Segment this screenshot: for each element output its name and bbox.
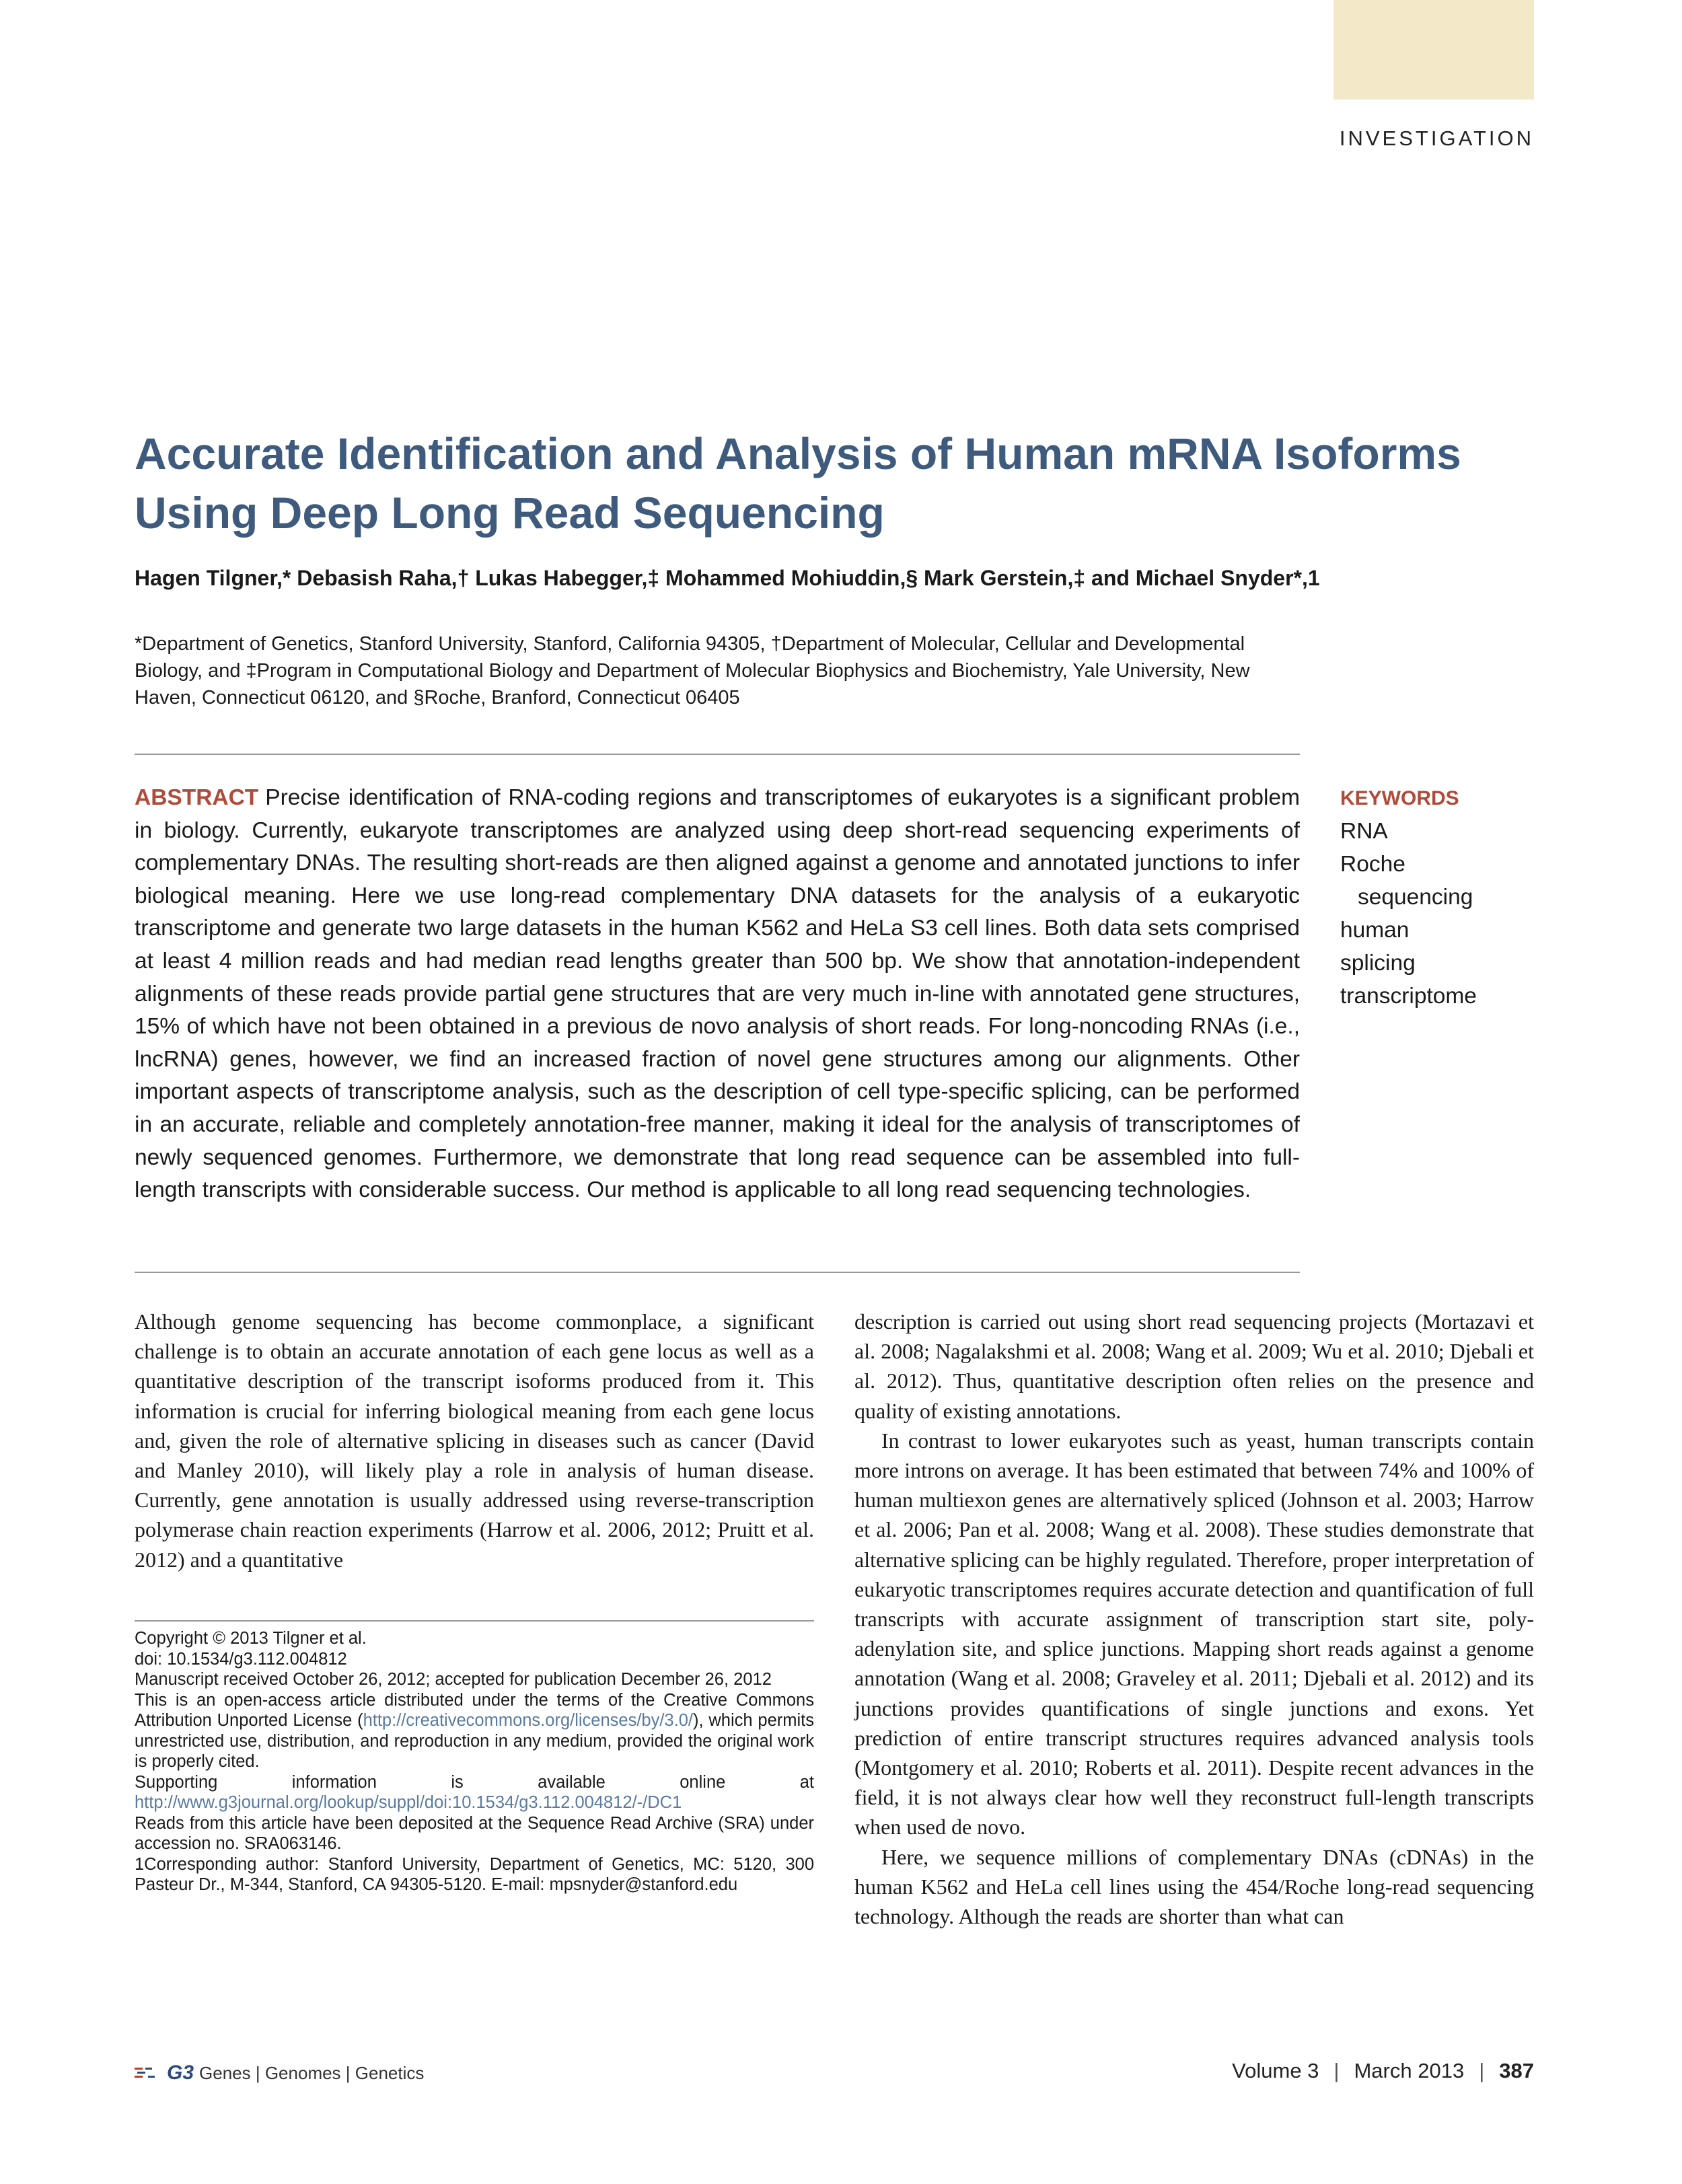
keyword-item: transcriptome — [1340, 984, 1477, 1009]
affiliations: *Department of Genetics, Stanford University, Stanford, California 94305, †Department of Molecular, Cellular and Developmental Biology, and ‡Program in Computational Biology and Department of Molecular Biophysics and Biochemistry, Yale University, New Haven, Connecticut 06120, and §Roche, Branford, Connecticut 06405 — [135, 633, 1250, 708]
copyright-note: Copyright © 2013 Tilgner et al. — [135, 1629, 367, 1648]
author-list: Hagen Tilgner,* Debasish Raha,† Lukas Habegger,‡ Mohammed Mohiuddin,§ Mark Gerstein,‡ and Michael Snyder*,1 — [135, 566, 1320, 590]
abstract-label: ABSTRACT — [135, 785, 259, 810]
doi-note: doi: 10.1534/g3.112.004812 — [135, 1649, 347, 1669]
supporting-note: Supporting information is available online at http://www.g3journal.org/lookup/suppl/doi:10.1534/g3.112.004812/-/DC1 — [135, 1772, 814, 1812]
abstract — [135, 782, 1300, 1207]
license-link[interactable]: http://creativecommons.org/licenses/by/3.0/ — [363, 1711, 693, 1730]
body-paragraph: Here, we sequence millions of complementary DNAs (cDNAs) in the human K562 and HeLa cell lines using the 454/Roche long-read sequencing technology. Although the reads are shorter than what can — [854, 1844, 1534, 1929]
license-note: This is an open-access article distributed under the terms of the Creative Commons Attribution Unported License (http://creativecommons.org/licenses/by/3.0/), which permits unrestricted use, distribution, and reproduction in any medium, provided the original work is properly cited. — [135, 1690, 814, 1771]
page-footer: Volume 3 | March 2013 | 387 — [1232, 2059, 1534, 2082]
section-label: INVESTIGATION — [1339, 126, 1534, 150]
body-paragraph: In contrast to lower eukaryotes such as yeast, human transcripts contain more introns on average. It has been estimated that between 74% and 100% of human multiexon genes are alternatively spliced (Johnson et al. 2003; Harrow et al. 2006; Pan et al. 2008; Wang et al. 2008). These studies demonstrate that alternative splicing can be highly regulated. Therefore, proper interpretation of eukaryotic transcriptomes requires accurate detection and quantification of full transcripts with accurate assignment of transcription start site, poly-adenylation site, and splice junctions. Mapping short reads against a genome annotation (Wang et al. 2008; Graveley et al. 2011; Djebali et al. 2012) and its junctions provides quantifications of single junctions and exons. Yet prediction of entire transcript structures requires advanced analysis tools (Montgomery et al. 2010; Roberts et al. 2011). Despite recent advances in the field, it is not always clear how well they reconstruct full-length transcripts when used de novo. — [854, 1428, 1534, 1840]
supporting-link[interactable]: http://www.g3journal.org/lookup/suppl/doi:10.1534/g3.112.004812/-/DC1 — [135, 1793, 682, 1812]
keyword-item: sequencing — [1358, 885, 1473, 910]
abstract-bottom-rule — [135, 1272, 1300, 1273]
keyword-item: Roche — [1340, 852, 1405, 877]
keyword-item: splicing — [1340, 951, 1416, 976]
footnote-rule — [135, 1620, 814, 1622]
journal-logo-icon — [135, 2065, 161, 2081]
body-column-right — [854, 1307, 1534, 1931]
footnotes — [135, 1628, 814, 1895]
journal-mark: G3 — [167, 2062, 194, 2084]
keyword-item: RNA — [1340, 819, 1388, 844]
volume: Volume 3 — [1232, 2059, 1319, 2082]
corresponding-author-note: 1Corresponding author: Stanford University, Department of Genetics, MC: 5120, 300 Pasteur Dr., M-344, Stanford, CA 94305-5120. E-mail: mpsnyder@stanford.edu — [135, 1854, 814, 1894]
keywords-box — [1340, 782, 1529, 1013]
keywords-heading: KEYWORDS — [1340, 787, 1459, 809]
abstract-top-rule — [135, 754, 1300, 755]
keyword-item: human — [1340, 918, 1410, 943]
abstract-text: Precise identification of RNA-coding regions and transcriptomes of eukaryotes is a significant problem in biology. Currently, eukaryote transcriptomes are analyzed using deep short-read sequencing experiments of complementary DNAs. The resulting short-reads are then aligned against a genome and annotated junctions to infer biological meaning. Here we use long-read complementary DNA datasets for the analysis of a eukaryotic transcriptome and generate two large datasets in the human K562 and HeLa S3 cell lines. Both data sets comprised at least 4 million reads and had median read lengths greater than 500 bp. We show that annotation-independent alignments of these reads provide partial gene structures that are very much in-line with annotated gene structures, 15% of which have not been obtained in a previous de novo analysis of short reads. For long-noncoding RNAs (i.e., lncRNA) genes, however, we find an increased fraction of novel gene structures among our alignments. Other important aspects of transcriptome analysis, such as the description of cell type-specific splicing, can be performed in an accurate, reliable and completely annotation-free manner, making it ideal for the analysis of transcriptomes of newly sequenced genomes. Furthermore, we demonstrate that long read sequence can be assembled into full-length transcripts with considerable success. Our method is applicable to all long read sequencing technologies. — [135, 785, 1300, 1203]
body-paragraph: description is carried out using short read sequencing projects (Mortazavi et al. 2008; Nagalakshmi et al. 2008; Wang et al. 2009; Wu et al. 2010; Djebali et al. 2012). Thus, quantitative description often relies on the presence and quality of existing annotations. — [854, 1309, 1534, 1423]
page-number: 387 — [1499, 2059, 1534, 2082]
journal-logo — [135, 2062, 424, 2084]
body-paragraph: Although genome sequencing has become commonplace, a significant challenge is to obtain an accurate annotation of each gene locus as well as a quantitative description of the transcript isoforms produced from it. This information is crucial for inferring biological meaning from each gene locus and, given the role of alternative splicing in diseases such as cancer (David and Manley 2010), will likely play a role in analysis of human disease. Currently, gene annotation is usually addressed using reverse-transcription polymerase chain reaction experiments (Harrow et al. 2006, 2012; Pruitt et al. 2012) and a quantitative — [135, 1309, 814, 1572]
body-column-left — [135, 1307, 814, 1574]
article-title: Accurate Identification and Analysis of Human mRNA Isoforms Using Deep Long Read Sequencing — [135, 429, 1461, 538]
color-tab — [1333, 0, 1534, 100]
received-note: Manuscript received October 26, 2012; accepted for publication December 26, 2012 — [135, 1670, 772, 1689]
sra-note: Reads from this article have been deposited at the Sequence Read Archive (SRA) under accession no. SRA063146. — [135, 1813, 814, 1853]
issue-date: March 2013 — [1354, 2059, 1465, 2082]
journal-name: Genes | Genomes | Genetics — [199, 2062, 425, 2083]
